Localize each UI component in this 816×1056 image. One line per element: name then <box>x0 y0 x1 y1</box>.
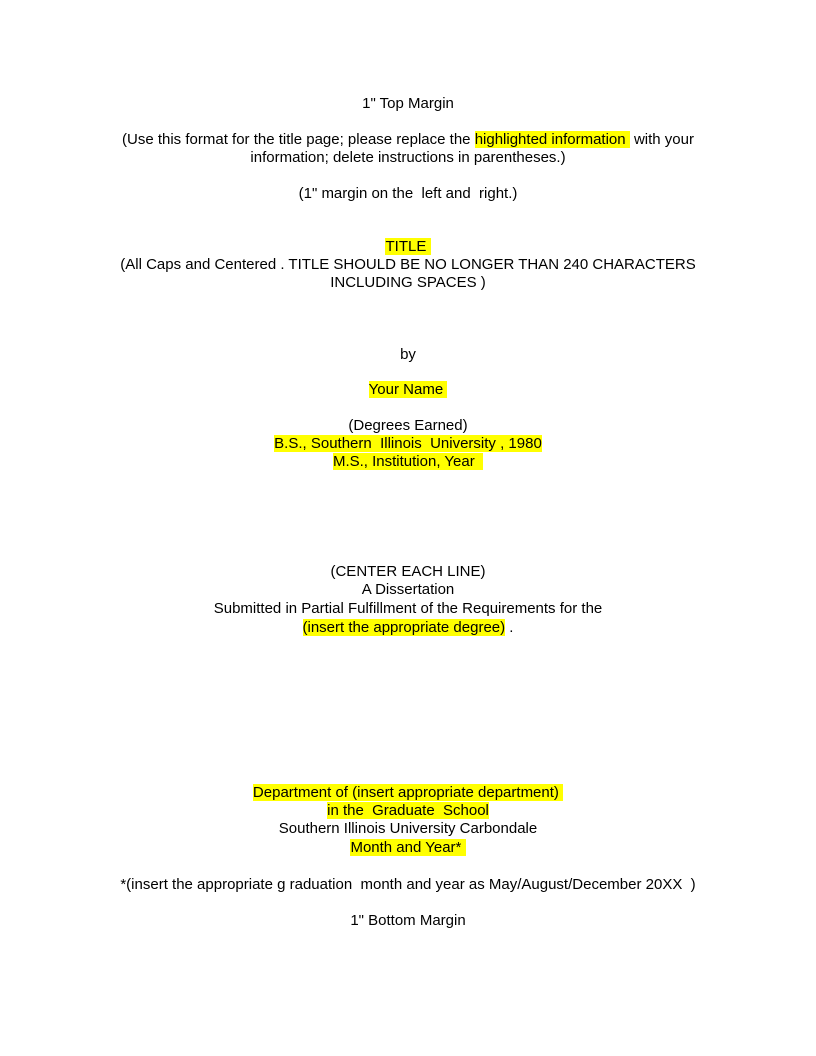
instruction-line-2: information; delete instructions in parentheses.) <box>250 149 566 166</box>
degree-bs-line <box>0 435 816 453</box>
graduation-date-footnote: *(insert the appropriate g raduation month and year as May/August/December 20XX ) <box>120 876 696 893</box>
highlighted-information-sample: highlighted information <box>474 131 630 148</box>
degree-ms-line <box>0 453 816 471</box>
instruction-line-1 <box>0 131 816 149</box>
graduate-school-placeholder: in the Graduate School <box>327 802 489 819</box>
author-name-placeholder: Your Name <box>368 381 448 398</box>
top-margin-note: 1" Top Margin <box>362 95 454 112</box>
university-name: Southern Illinois University Carbondale <box>278 820 538 837</box>
department-line <box>0 784 816 802</box>
fulfillment-statement: Submitted in Partial Fulfillment of the Requirements for the <box>213 600 603 617</box>
author-line <box>0 381 816 399</box>
date-placeholder: Month and Year* <box>350 839 466 856</box>
bottom-margin-note: 1" Bottom Margin <box>350 912 466 929</box>
instruction-text-end: with your <box>629 131 694 148</box>
degree-ms-placeholder: M.S., Institution, Year <box>332 453 484 470</box>
title-note-line-2: INCLUDING SPACES ) <box>330 274 486 291</box>
dissertation-label: A Dissertation <box>361 581 455 598</box>
degree-suffix: . <box>505 619 514 636</box>
title-placeholder: TITLE <box>385 238 431 255</box>
department-placeholder: Department of (insert appropriate department) <box>252 784 564 801</box>
margin-note: (1" margin on the left and right.) <box>298 185 518 202</box>
instruction-text-start: (Use this format for the title page; please replace the <box>122 131 475 148</box>
degrees-heading: (Degrees Earned) <box>348 417 468 434</box>
degree-placeholder: (insert the appropriate degree) <box>302 619 506 636</box>
degree-line <box>0 619 816 637</box>
by-label: by <box>400 346 416 363</box>
title-line <box>0 238 816 256</box>
date-line <box>0 839 816 857</box>
center-each-line-note: (CENTER EACH LINE) <box>330 563 486 580</box>
degree-bs-placeholder: B.S., Southern Illinois University , 1980 <box>274 435 542 452</box>
graduate-school-line <box>0 802 816 820</box>
title-note-line-1: (All Caps and Centered . TITLE SHOULD BE NO LONGER THAN 240 CHARACTERS <box>120 256 696 273</box>
